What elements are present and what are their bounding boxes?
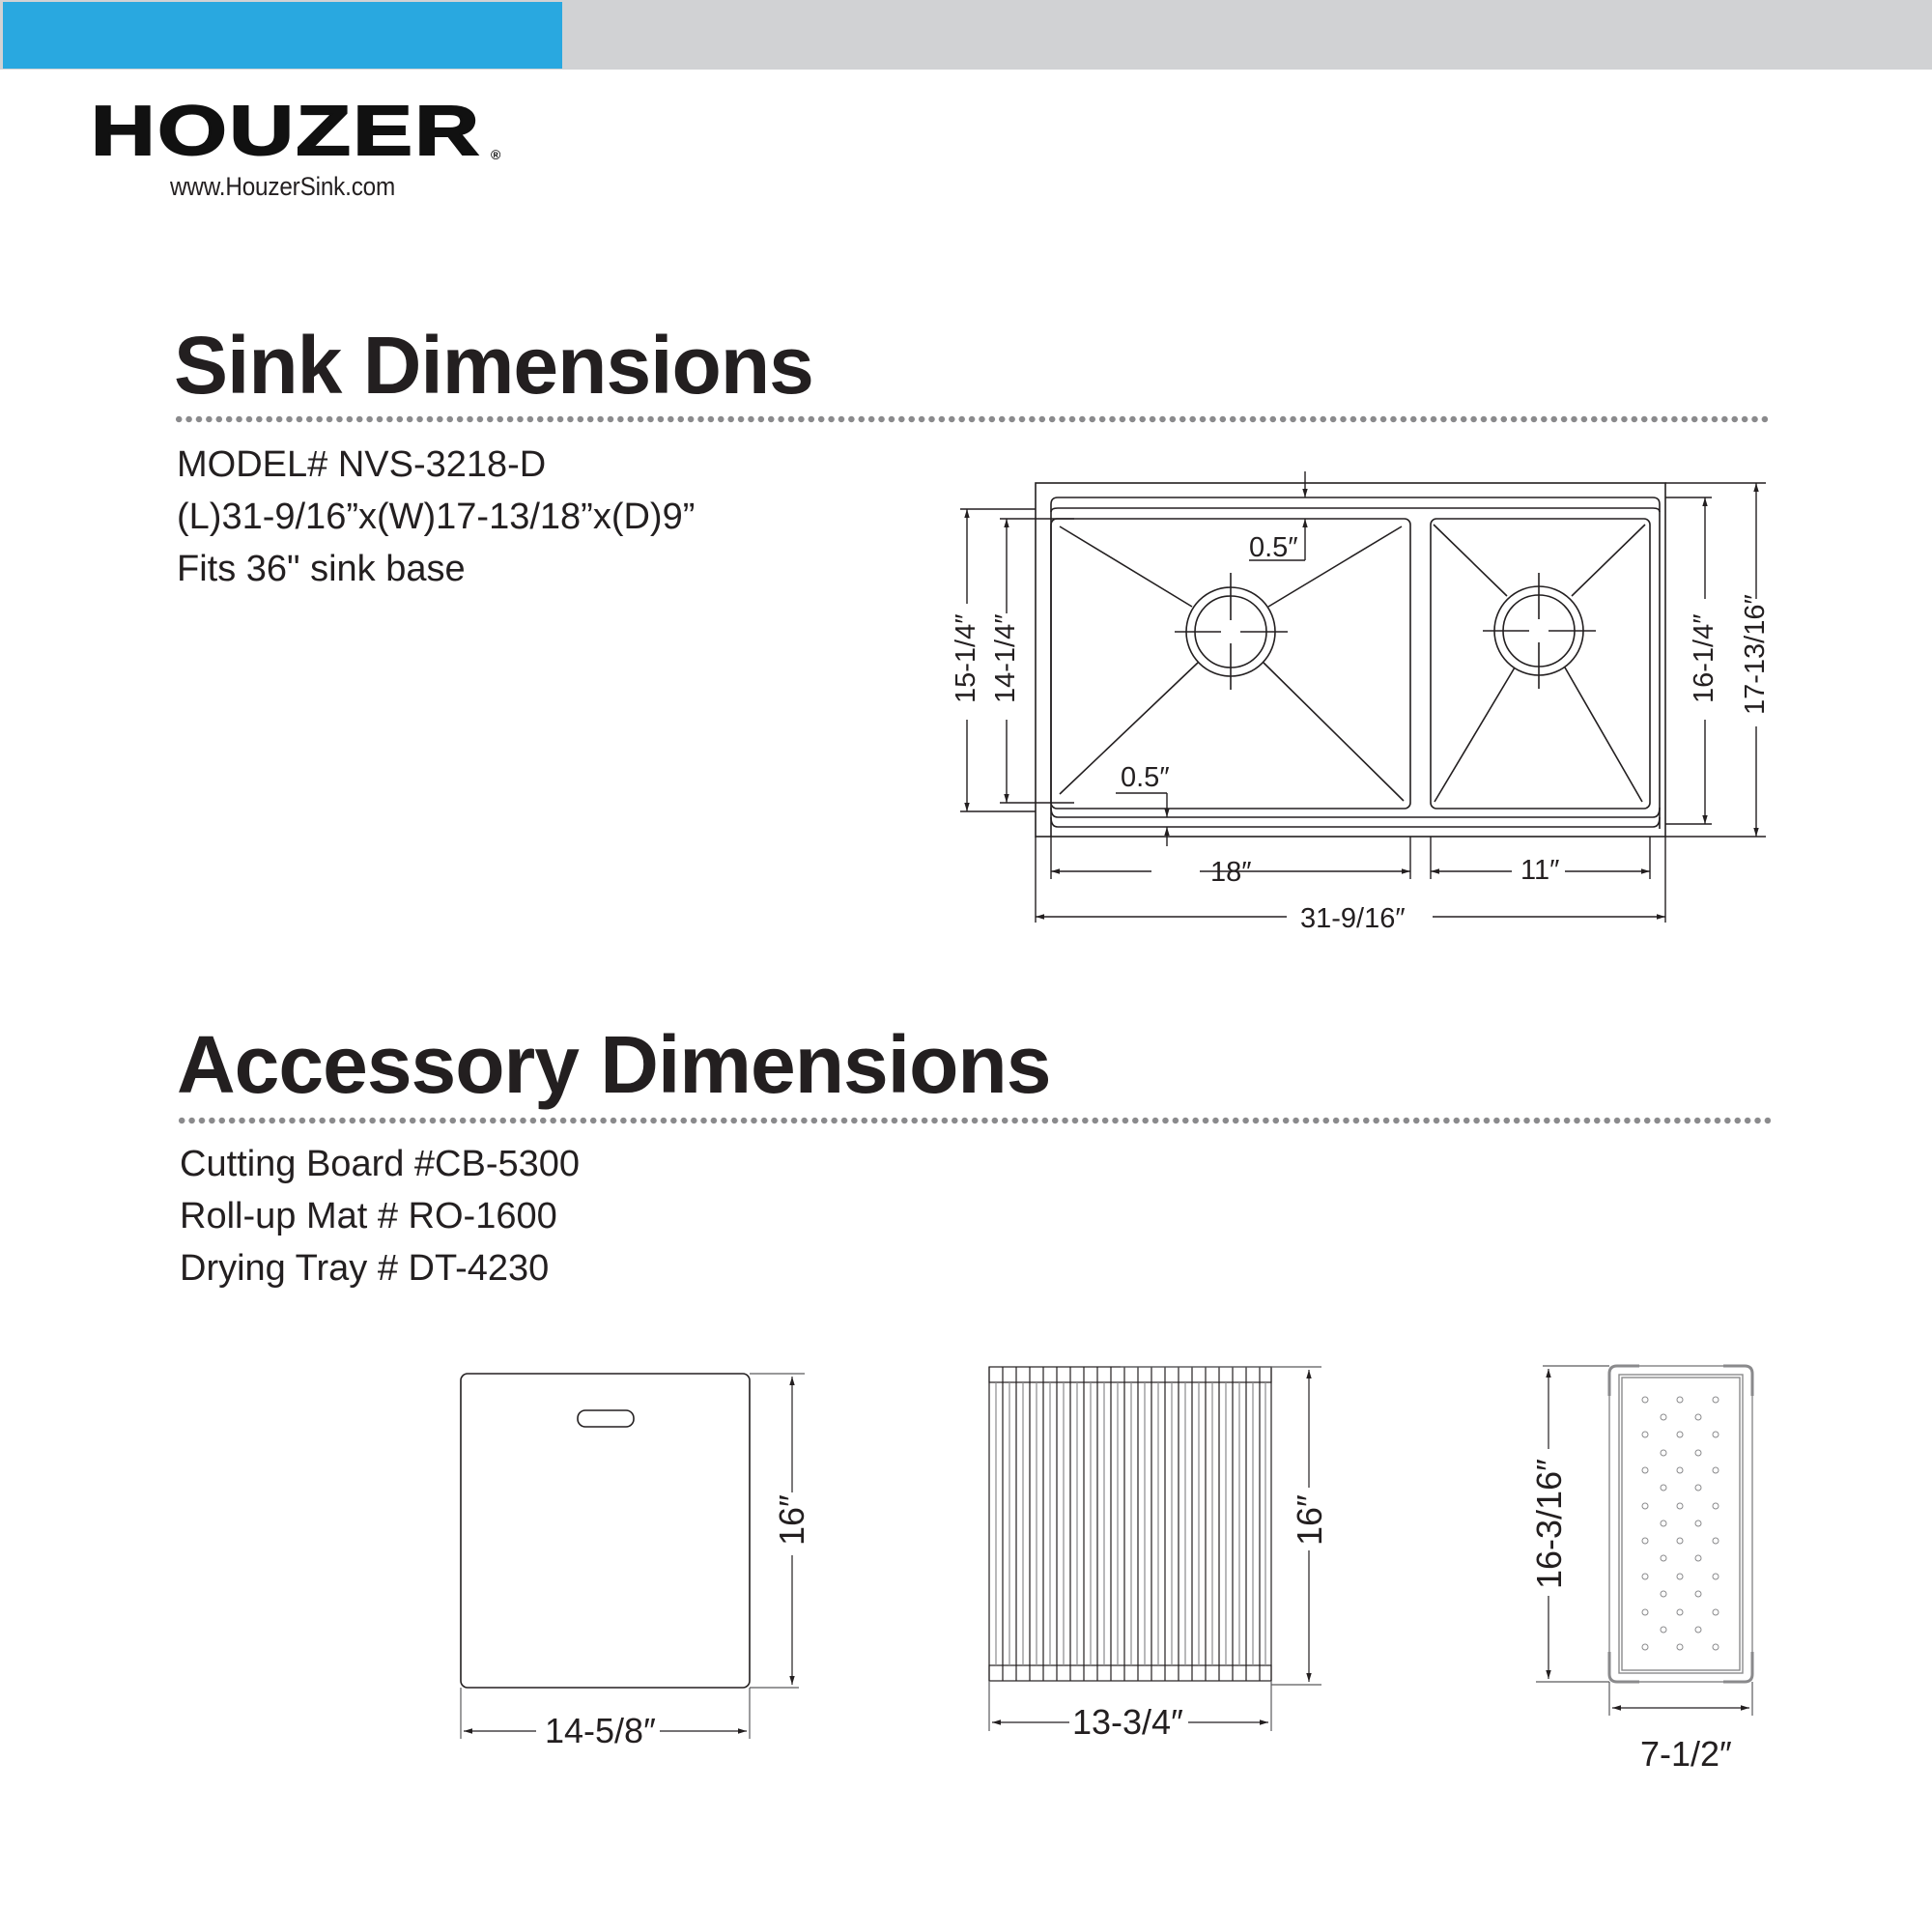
registered-mark: ®	[491, 147, 501, 162]
rollup-mat-height-label: 16″	[1290, 1494, 1329, 1546]
houzer-logo: HOUZER	[91, 93, 482, 170]
right-bowl	[1431, 519, 1650, 809]
drying-tray-model: Drying Tray # DT-4230	[180, 1248, 550, 1289]
right-bowl-length-label: 11″	[1520, 855, 1560, 886]
cutting-board-dimension-lines	[461, 1374, 805, 1739]
model-number: MODEL# NVS-3218-D	[177, 444, 547, 485]
right-bowl-width-label: 16-1/4″	[1689, 613, 1719, 703]
rollup-mat-width-label: 13-3/4″	[1072, 1702, 1183, 1742]
cutting-board-width-label: 14-5/8″	[545, 1711, 656, 1750]
accessory-dimensions-heading: Accessory Dimensions	[177, 1019, 1051, 1110]
sink-dimension-labels	[951, 532, 1771, 934]
cutting-board-model: Cutting Board #CB-5300	[180, 1144, 581, 1184]
rollup-mat-model: Roll-up Mat # RO-1600	[180, 1196, 557, 1236]
sink-dimensions-heading: Sink Dimensions	[174, 320, 813, 411]
mat-rods	[989, 1367, 1271, 1681]
drying-tray-height-label: 16-3/16″	[1529, 1459, 1569, 1589]
drying-tray-drawing	[1609, 1366, 1752, 1682]
rollup-mat-drawing	[989, 1367, 1271, 1681]
top-ledge-label: 0.5″	[1249, 532, 1298, 563]
drying-tray-width-label: 7-1/2″	[1640, 1734, 1732, 1774]
overall-length-label: 31-9/16″	[1300, 903, 1406, 934]
left-outer-width-label: 15-1/4″	[951, 613, 981, 703]
overall-width-label: 17-13/16″	[1740, 594, 1771, 715]
website-url: www.HouzerSink.com	[170, 172, 396, 201]
sink-base-fit: Fits 36" sink base	[177, 549, 466, 589]
cutting-board-handle	[578, 1410, 634, 1427]
left-bowl-length-label: 18″	[1210, 857, 1252, 888]
cutting-board-drawing	[461, 1374, 750, 1688]
left-inner-width-label: 14-1/4″	[990, 613, 1021, 703]
tray-holes	[1642, 1397, 1719, 1650]
cutting-board-height-label: 16″	[772, 1494, 811, 1546]
bottom-ledge-label: 0.5″	[1121, 762, 1170, 793]
sink-dimensions-summary: (L)31-9/16”x(W)17-13/18”x(D)9”	[177, 497, 696, 537]
